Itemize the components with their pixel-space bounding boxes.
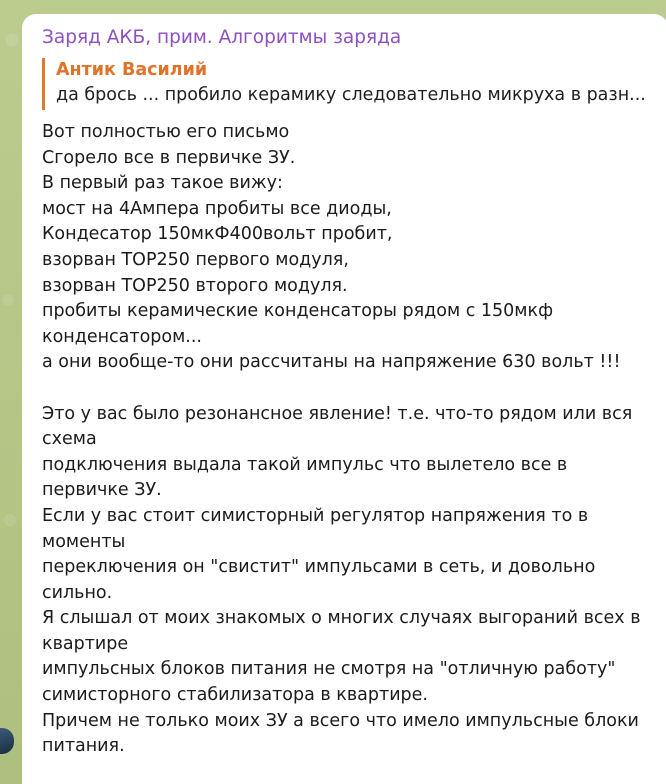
message-line: Если у вас стоит симисторный регулятор напряжения то в	[42, 505, 589, 526]
message-line: а они вообще-то они рассчитаны на напряжение 630 вольт !!!	[42, 352, 621, 373]
reply-text: да брось ... пробило керамику следовательно микруха в разн...	[56, 85, 646, 105]
message-line: Вот полностью его письмо	[42, 122, 290, 142]
message-line: взорван TOP250 второго модуля.	[42, 275, 348, 296]
message-line: сильно.	[42, 582, 113, 603]
message-line: питания.	[42, 736, 125, 757]
message-line: конденсатором...	[42, 326, 202, 347]
message-line: Кондесатор 150мкФ400вольт пробит,	[42, 224, 393, 245]
message-line: Сгорело все в первичке ЗУ.	[42, 147, 296, 168]
message-line: переключения он "свистит" импульсами в сеть, и довольно	[42, 557, 596, 578]
message-line: подключения выдала такой импульс что вылетело все в	[42, 454, 568, 475]
message-blank-line	[42, 376, 652, 402]
message-line: мост на 4Ампера пробиты все диоды,	[42, 198, 392, 219]
reply-author: Антик Василий	[56, 60, 208, 80]
message-line: Причем не только моих ЗУ а всего что имело импульсные блоки	[42, 710, 639, 731]
message-line: первичке ЗУ.	[42, 480, 162, 501]
message-line: импульсных блоков питания не смотря на "отличную работу"	[42, 659, 616, 680]
message-line: симисторного стабилизатора в квартире.	[42, 685, 428, 706]
sender-avatar[interactable]	[0, 728, 14, 754]
reply-quote[interactable]	[42, 58, 652, 110]
message-line: квартире	[42, 633, 129, 654]
message-body	[42, 120, 652, 760]
message-line: схема	[42, 429, 97, 450]
message-line: взорван TOP250 первого модуля,	[42, 249, 349, 270]
message-line: Я слышал от моих знакомых о многих случаях выгораний всех в	[42, 608, 641, 629]
message-line: моменты	[42, 531, 126, 552]
message-bubble	[22, 14, 666, 784]
message-line: Это у вас было резонансное явление! т.е. что-то рядом или вся	[42, 403, 633, 424]
forwarded-from-chat-title[interactable]: Заряд АКБ, прим. Алгоритмы заряда	[42, 27, 402, 48]
message-line: В первый раз такое вижу:	[42, 173, 283, 194]
message-line: пробиты керамические конденсаторы рядом с 150мкф	[42, 301, 554, 322]
